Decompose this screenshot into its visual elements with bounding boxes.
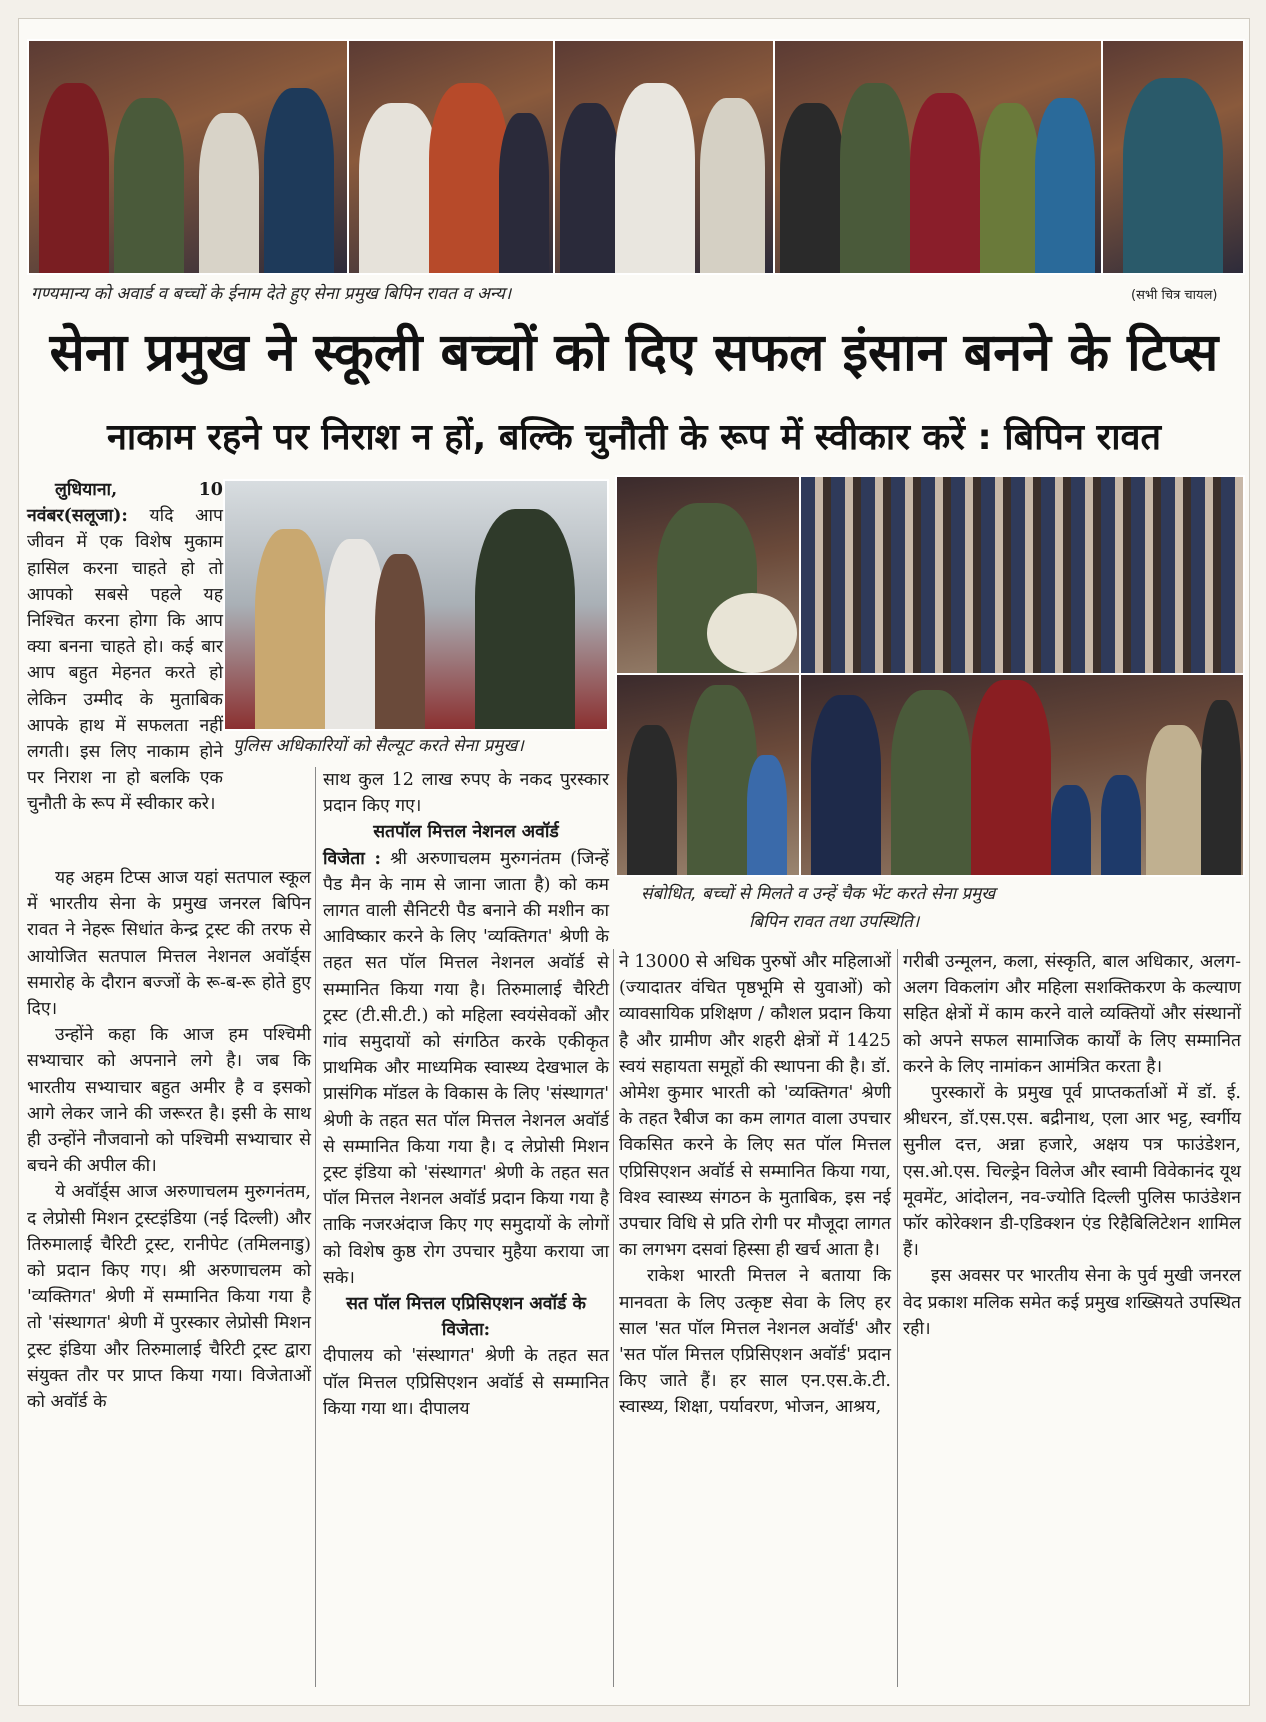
col3-paragraph-1: ने 13000 से अधिक पुरुषों और महिलाओं (ज्यादातर वंचित पृष्ठभूमि से युवाओं) को व्यावसायिक प्रशिक्षण / कौशल प्रदान किया है और ग्रामीण और शहरी क्षेत्रों में 1425 स्वयं सहायता समूहों की स्थापना की है। डॉ. ओमेश कुमार भारती को 'व्यक्तिगत' श्रेणी के तहत रैबीज का कम लागत वाला उपचार विकसित करने के लिए सत पॉल मित्तल एप्रिसिएशन अवॉर्ड से सम्मानित किया गया, विश्व स्वास्थ्य संगठन के मुताबिक, इस नई उपचार विधि से प्रति रोगी पर मौजूदा लागत का लगभग दसवां हिस्सा ही खर्च आता है। (619, 952, 891, 1261)
column-divider (315, 767, 316, 1687)
award-winners-subheading: सतपॉल मित्तल नेशनल अवॉर्ड (373, 822, 559, 843)
article-column-2 (323, 767, 609, 1422)
col3-paragraph-2: राकेश भारती मित्तल ने बताया कि मानवता के लिए उत्कृष्ट सेवा के लिए हर साल 'सत पॉल मित्तल नेशनल अवॉर्ड' और 'सत पॉल मित्तल एप्रिसिएशन अवॉर्ड' प्रदान किए जाते हैं। हर साल एन.एस.के.टी. स्वास्थ्य, शिक्षा, पर्यावरण, भोजन, आश्रय, (619, 1266, 891, 1418)
meeting-children-photo (615, 673, 801, 877)
award-photo-5 (1101, 39, 1245, 275)
top-photo-caption: गण्यमान्य को अवार्ड व बच्चों के ईनाम देते हुए सेना प्रमुख बिपिन रावत व अन्य। (31, 284, 512, 304)
col4-paragraph-2: पुरस्कारों के प्रमुख पूर्व प्राप्तकर्ताओं में डॉ. ई. श्रीधरन, डॉ.एस.एस. बद्रीनाथ, एला आर भट्ट, स्वर्गीय सुनील दत्त, अन्ना हजारे, अक्षय पत्र फाउंडेशन, एस.ओ.एस. चिल्ड्रेन विलेज और स्वामी विवेकानंद यूथ मूवमेंट, आंदोलन, नव-ज्योति दिल्ली पुलिस फाउंडेशन फॉर कोरेक्शन डी-एडिक्शन एंड रिहैबिलिटेशन शामिल हैं। (903, 1083, 1241, 1261)
cheque-presentation-photo (799, 673, 1245, 877)
headline: सेना प्रमुख ने स्कूली बच्चों को दिए सफल इंसान बनने के टिप्स (49, 323, 1219, 383)
col1-paragraph-4: ये अवॉर्ड्स आज अरुणाचलम मुरुगनंतम, द लेप्रोसी मिशन ट्रस्टइंडिया (नई दिल्ली) और तिरुमालाई चैरिटी ट्रस्ट, रानीपेट (तमिलनाडु) को प्रदान किए गए। श्री अरुणाचलम को 'व्यक्तिगत' श्रेणी में सम्मानित किया गया है तो 'संस्थागत' श्रेणी में पुरस्कार लेप्रोसी मिशन ट्रस्ट इंडिया और तिरुमालाई चैरिटी ट्रस्ट द्वारा संयुक्त तौर पर प्राप्त किया गया। विजेताओं को अवॉर्ड के (27, 1182, 311, 1413)
col1-paragraph-2: यह अहम टिप्स आज यहां सतपाल स्कूल में भारतीय सेना के प्रमुख जनरल बिपिन रावत ने नेहरू सिधांत केन्द्र ट्रस्ट की तरफ से आयोजित सतपाल मित्तल नेशनल अवॉर्ड्स समारोह के दौरान बज्जों के रू-ब-रू होते हुए दिए। (27, 868, 311, 1020)
subheadline: नाकाम रहने पर निराश न हों, बल्कि चुनौती के रूप में स्वीकार करें : बिपिन रावत (106, 417, 1162, 458)
winners-label: विजेता : (323, 848, 381, 869)
salute-caption: पुलिस अधिकारियों को सैल्यूट करते सेना प्रमुख। (233, 736, 524, 756)
right-photo-caption-line1: संबोधित, बच्चों से मिलते व उन्हें चैक भेंट करते सेना प्रमुख (641, 884, 996, 904)
right-photo-caption-line2: बिपिन रावत तथा उपस्थिति। (749, 912, 920, 932)
award-photo-4 (773, 39, 1103, 275)
column-divider (897, 949, 898, 1687)
col4-paragraph-3: इस अवसर पर भारतीय सेना के पुर्व मुखी जनरल वेद प्रकाश मलिक समेत कई प्रमुख शख्सियते उपस्थित रही। (903, 1266, 1241, 1339)
article-column-1-lower (27, 865, 311, 1415)
salute-photo (223, 479, 609, 731)
students-audience-photo (799, 475, 1245, 675)
col2-paragraph-3: दीपालय को 'संस्थागत' श्रेणी के तहत सत पॉल मित्तल एप्रिसिएशन अवॉर्ड से सम्मानित किया गया था। दीपालय (323, 1346, 609, 1419)
award-photo-1 (27, 39, 349, 275)
photo-credit: (सभी चित्र चायल) (1131, 288, 1218, 303)
award-photo-2 (347, 39, 555, 275)
col4-paragraph-1: गरीबी उन्मूलन, कला, संस्कृति, बाल अधिकार, अलग-अलग विकलांग और महिला सशक्तिकरण के कल्याण सहित क्षेत्रों में काम करने वाले व्यक्तियों और संस्थानों को अपने सफल सामाजिक कार्यों के लिए सम्मानित करने के लिए नामांकन आमंत्रित करता है। (903, 952, 1241, 1077)
award-photo-3 (553, 39, 775, 275)
article-column-1 (27, 477, 223, 818)
column-divider (613, 949, 614, 1687)
article-column-3 (619, 949, 891, 1421)
col2-paragraph-2: श्री अरुणाचलम मुरुगनंतम (जिन्हें पैड मैन के नाम से जाना जाता है) को कम लागत वाली सैनिटरी पैड बनाने की मशीन का आविष्कार करने के लिए 'व्यक्तिगत' श्रेणी के तहत सत पॉल मित्तल नेशनल अवॉर्ड से सम्मानित किया गया है। तिरुमालाई चैरिटी ट्रस्ट (टी.सी.टी.) को महिला स्वयंसेवकों और गांव समुदायों को संगठित करके एकीकृत प्राथमिक और माध्यमिक स्वास्थ्य देखभाल के प्रासंगिक मॉडल के विकास के लिए 'संस्थागत' श्रेणी के तहत सत पॉल मित्तल नेशनल अवॉर्ड से सम्मानित किया गया है। द लेप्रोसी मिशन ट्रस्ट इंडिया को 'संस्थागत' श्रेणी के तहत सत पॉल मित्तल नेशनल अवॉर्ड प्रदान किया गया है ताकि नजरअंदाज किए गए समुदायों के लोगों को विशेष कुष्ठ रोग उपचार मुहैया कराया जा सके। (323, 848, 609, 1288)
dateline: लुधियाना, 10 नवंबर(सलूजा): (27, 480, 223, 527)
newspaper-page (18, 18, 1250, 1706)
article-column-4 (903, 949, 1241, 1342)
col1-paragraph-1: यदि आप जीवन में एक विशेष मुकाम हासिल करना चाहते हो तो आपको सबसे पहले यह निश्चित करना होगा कि आप क्या बनना चाहते हो। कई बार आप बहुत मेहनत करते हो लेकिन उम्मीद के मुताबिक आपके हाथ में सफलता नहीं लगती। इस लिए नाकाम होने पर निराश ना हो बलकि एक चुनौती के रूप में स्वीकार करे। (27, 506, 223, 815)
col2-paragraph-1: साथ कुल 12 लाख रुपए के नकद पुरस्कार प्रदान किए गए। (323, 770, 609, 817)
appreciation-award-subheading: सत पॉल मित्तल एप्रिसिएशन अवॉर्ड के विजेता: (346, 1294, 586, 1341)
speech-photo (615, 475, 801, 675)
col1-paragraph-3: उन्होंने कहा कि आज हम पश्चिमी सभ्याचार को अपनाने लगे है। जब कि भारतीय सभ्याचार बहुत अमीर है व इसको आगे लेकर जाने की जरूरत है। इसी के साथ ही उन्होंने नौजवानो को पश्चिमी सभ्याचार से बचने की अपील की। (27, 1025, 311, 1177)
